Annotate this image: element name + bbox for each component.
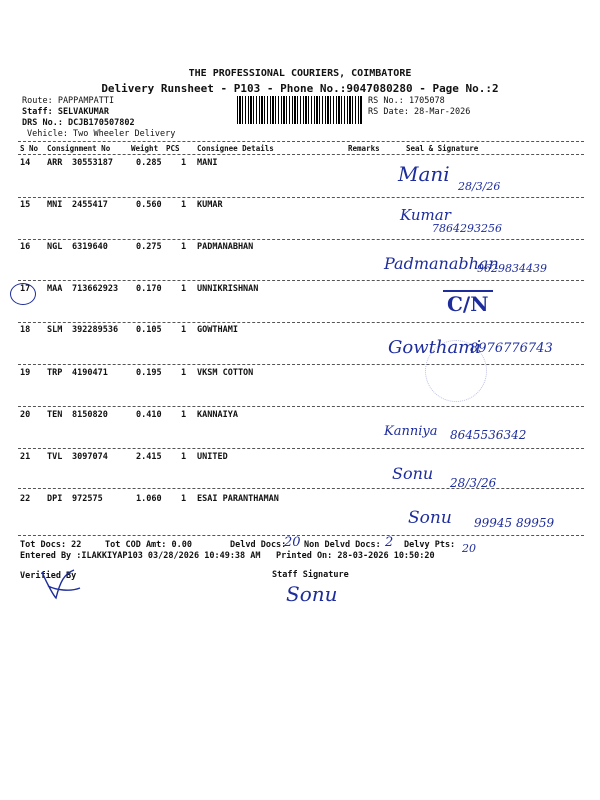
row-sno: 16: [20, 242, 31, 252]
row-22: [0, 494, 600, 534]
delivery-points-value: 20: [462, 542, 476, 555]
row-divider: [18, 406, 584, 407]
row-consignment-no: 4190471: [72, 368, 108, 378]
row-consignment-no: 713662923: [72, 284, 119, 294]
row-sno: 22: [20, 494, 31, 504]
row-code: ARR: [47, 158, 63, 168]
row-weight: 2.415: [136, 452, 162, 462]
row-weight: 0.410: [136, 410, 162, 420]
row-signature: Kumar: [400, 206, 451, 224]
row-sno: 20: [20, 410, 31, 420]
row-signature: C/N: [443, 290, 493, 316]
vehicle-label: Vehicle: Two Wheeler Delivery: [27, 129, 176, 139]
row-21: [0, 452, 600, 492]
total-docs: Tot Docs: 22: [20, 540, 82, 550]
drs-number: DRS No.: DCJB170507802: [22, 118, 135, 128]
row-code: TRP: [47, 368, 63, 378]
row-sign-note: 7864293256: [432, 222, 502, 235]
row-weight: 1.060: [136, 494, 162, 504]
col-consignment: Consignment No: [47, 144, 111, 153]
row-code: MAA: [47, 284, 63, 294]
col-consignee: Consignee Details: [197, 144, 274, 153]
row-code: MNI: [47, 200, 63, 210]
route-label: Route: PAPPAMPATTI: [22, 96, 115, 106]
row-19: [0, 368, 600, 408]
staff-signature: Sonu: [286, 582, 338, 606]
row-consignment-no: 3097074: [72, 452, 108, 462]
row-divider: [18, 197, 584, 198]
row-signature: Gowthami: [388, 337, 482, 358]
rs-date: RS Date: 28-Mar-2026: [368, 107, 471, 117]
row-20: [0, 410, 600, 450]
col-sno: S No: [20, 144, 39, 153]
row-consignment-no: 8150820: [72, 410, 108, 420]
row-consignee: UNNIKRISHNAN: [197, 284, 259, 294]
runsheet-subtitle: Delivery Runsheet - P103 - Phone No.:9047080280 - Page No.:2: [101, 82, 499, 95]
row-sign-note: 28/3/26: [450, 476, 497, 490]
row-17: [0, 284, 600, 324]
col-seal: Seal & Signature: [406, 144, 479, 153]
row-14: [0, 158, 600, 198]
row-consignee: GOWTHAMI: [197, 325, 238, 335]
row-sno: 19: [20, 368, 31, 378]
row-sign-note: 8976776743: [470, 341, 553, 356]
row-code: NGL: [47, 242, 63, 252]
company-name: THE PROFESSIONAL COURIERS, COIMBATORE: [188, 68, 412, 79]
non-delivered-docs-label: Non Delvd Docs:: [304, 540, 381, 550]
row-code: TEN: [47, 410, 63, 420]
row-sno: 17: [20, 284, 31, 294]
entered-by: Entered By :ILAKKIYAP103 03/28/2026 10:49:38 AM: [20, 551, 261, 561]
row-pcs: 1: [181, 158, 187, 168]
row-pcs: 1: [181, 452, 187, 462]
row-consignee: VKSM COTTON: [197, 368, 254, 378]
printed-on: Printed On: 28-03-2026 10:50:20: [276, 551, 435, 561]
row-signature: Padmanabhan: [384, 254, 499, 273]
row-sno: 21: [20, 452, 31, 462]
col-pcs: PCS: [166, 144, 180, 153]
delivered-docs-label: Delvd Docs:: [230, 540, 287, 550]
row-consignment-no: 6319640: [72, 242, 108, 252]
header-divider-bottom: [18, 154, 584, 155]
row-consignee: ESAI PARANTHAMAN: [197, 494, 279, 504]
non-delivered-docs-value: 2: [385, 535, 394, 550]
row-weight: 0.105: [136, 325, 162, 335]
col-remarks: Remarks: [348, 144, 380, 153]
row-sign-note: 8645536342: [450, 428, 527, 442]
row-pcs: 1: [181, 242, 187, 252]
row-15: [0, 200, 600, 240]
delivery-points-label: Delvy Pts:: [404, 540, 456, 550]
row-consignee: KUMAR: [197, 200, 223, 210]
row-pcs: 1: [181, 494, 187, 504]
row-sno: 15: [20, 200, 31, 210]
row-consignment-no: 392289536: [72, 325, 119, 335]
total-cod: Tot COD Amt: 0.00: [105, 540, 192, 550]
staff-label: Staff: SELVAKUMAR: [22, 107, 109, 117]
staff-signature-label: Staff Signature: [272, 570, 349, 580]
row-16: [0, 242, 600, 282]
row-divider: [18, 364, 584, 365]
row-weight: 0.285: [136, 158, 162, 168]
row-consignment-no: 972575: [72, 494, 103, 504]
row-divider: [18, 535, 584, 536]
row-consignment-no: 2455417: [72, 200, 108, 210]
row-weight: 0.195: [136, 368, 162, 378]
row-code: SLM: [47, 325, 63, 335]
row-signature: Kanniya: [384, 424, 438, 439]
row-consignee: UNITED: [197, 452, 228, 462]
row-pcs: 1: [181, 325, 187, 335]
row-code: TVL: [47, 452, 63, 462]
row-sign-note: 28/3/26: [458, 180, 501, 193]
verified-signature: [34, 562, 84, 602]
row-weight: 0.170: [136, 284, 162, 294]
row-signature: Sonu: [408, 508, 452, 528]
row-18: [0, 325, 600, 365]
row-consignment-no: 30553187: [72, 158, 113, 168]
row-weight: 0.560: [136, 200, 162, 210]
rs-number: RS No.: 1705078: [368, 96, 445, 106]
verified-by-label: Verified By: [20, 571, 77, 581]
row-sign-note: 9629834439: [477, 262, 547, 275]
row-consignee: MANI: [197, 158, 218, 168]
col-weight: Weight: [131, 144, 159, 153]
row-consignee: PADMANABHAN: [197, 242, 254, 252]
delivered-docs-value: 20: [284, 535, 301, 550]
row-divider: [18, 322, 584, 323]
row-consignee: KANNAIYA: [197, 410, 238, 420]
row-sign-note: 99945 89959: [474, 516, 555, 530]
row-signature: Mani: [398, 162, 450, 186]
header-divider-top: [18, 141, 584, 142]
row-signature: Sonu: [392, 464, 434, 483]
row-divider: [18, 280, 584, 281]
row-pcs: 1: [181, 200, 187, 210]
row-sno: 18: [20, 325, 31, 335]
row-divider: [18, 239, 584, 240]
row-sno: 14: [20, 158, 31, 168]
row-weight: 0.275: [136, 242, 162, 252]
row-pcs: 1: [181, 368, 187, 378]
row-code: DPI: [47, 494, 63, 504]
row-divider: [18, 448, 584, 449]
row-pcs: 1: [181, 410, 187, 420]
row-divider: [18, 488, 584, 489]
barcode: [237, 96, 363, 124]
row-pcs: 1: [181, 284, 187, 294]
